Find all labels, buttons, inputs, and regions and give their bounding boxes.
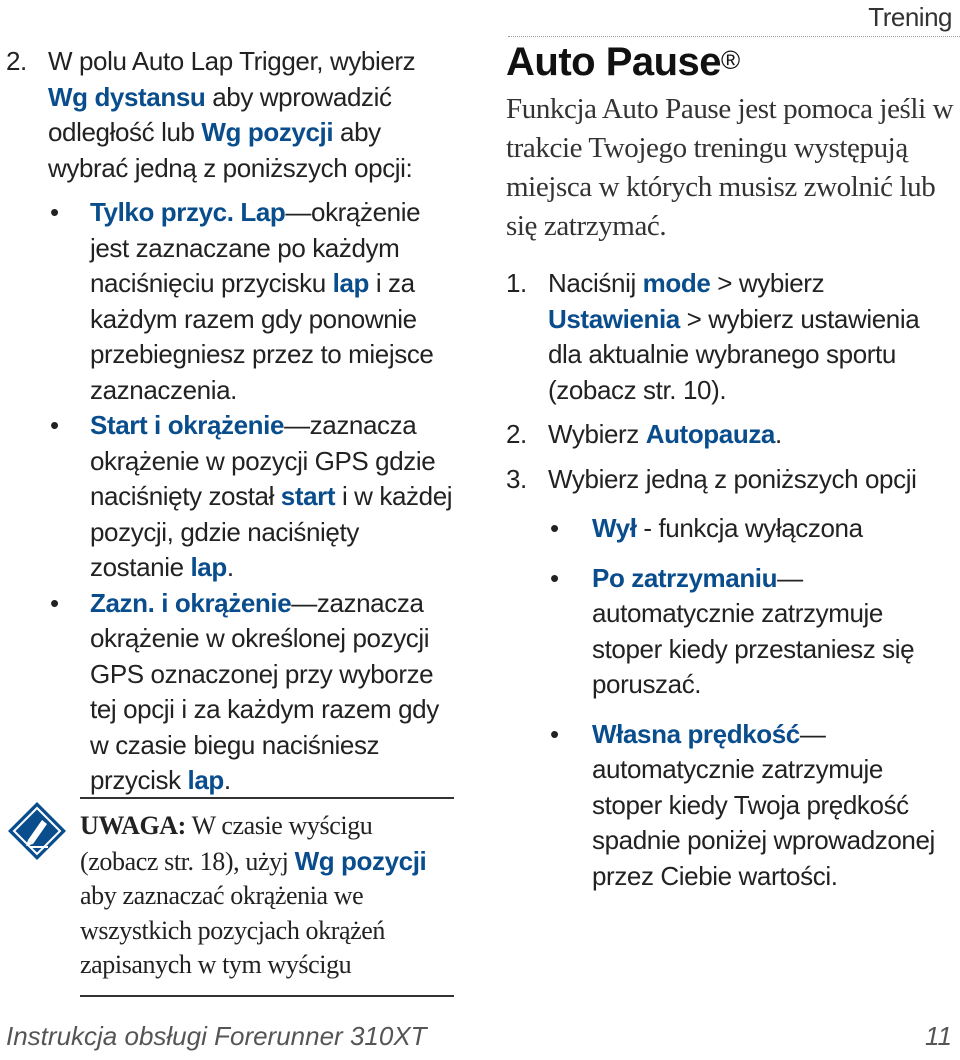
- option-text: —okrążenie jest zaznaczane po każdym naciśnięciu przycisku: [90, 197, 421, 298]
- lap-options-list: [6, 195, 456, 799]
- step-2: [506, 417, 954, 453]
- bullet-icon: •: [550, 513, 559, 543]
- bullet-icon: •: [50, 197, 59, 227]
- step-text: Wybierz jedną z poniższych opcji: [548, 463, 917, 494]
- option-text: —zaznacza okrążenie w pozycji GPS gdzie naciśnięty został: [90, 410, 436, 511]
- step-text: Naciśnij: [548, 268, 643, 298]
- option-text: .: [226, 552, 234, 582]
- bullet-icon: •: [550, 562, 559, 593]
- list-item: [6, 195, 456, 408]
- section-tag: Trening: [868, 2, 952, 32]
- menu-name: Ustawienia: [548, 303, 680, 334]
- bullet-icon: •: [50, 587, 59, 618]
- option-name: Zazn. i okrążenie: [90, 587, 292, 618]
- key-name: mode: [642, 268, 711, 298]
- option-name: Wg pozycji: [201, 117, 334, 147]
- option-name: Wg dystansu: [48, 81, 206, 112]
- option-name: Własna prędkość: [592, 718, 800, 749]
- section-title: [506, 38, 954, 86]
- option-name: Wg pozycji: [294, 845, 427, 876]
- option-name: Tylko przyc. Lap: [90, 197, 286, 227]
- option-name: Wył: [592, 513, 637, 543]
- step-text: .: [775, 419, 782, 449]
- note-box: [80, 797, 454, 997]
- bullet-icon: •: [550, 718, 559, 749]
- option-text: —zaznacza okrążenie w określonej pozycji GPS oznaczonej przy wyborze tej opcji i za każdym razem gdy w czasie biegu naciśniesz przycisk: [90, 587, 439, 795]
- option-text: i za każdym razem gdy ponownie przebiegniesz przez to miejsce zaznaczenia.: [90, 268, 434, 405]
- left-column: [6, 44, 456, 799]
- step-2: [6, 44, 456, 186]
- note-label: UWAGA:: [80, 811, 186, 840]
- note-text: aby zaznaczać okrążenia we wszystkich pozycjach okrążeń zapisanych w tym wyścigu: [80, 881, 386, 979]
- list-item: [6, 586, 456, 799]
- step-3: [506, 462, 954, 498]
- step-text: aby wprowadzić odległość lub: [48, 81, 392, 147]
- menu-name: Autopauza: [645, 419, 775, 449]
- list-item: [506, 561, 954, 703]
- option-text: — automatycznie zatrzymuje stoper kiedy przestaniesz się poruszać.: [592, 562, 915, 699]
- key-name: start: [280, 481, 336, 511]
- step-text: > wybierz: [710, 268, 825, 298]
- option-text: - funkcja wyłączona: [636, 513, 863, 543]
- key-name: lap: [187, 765, 224, 795]
- step-1: [506, 266, 954, 408]
- step-number: 3.: [506, 463, 527, 494]
- option-text: .: [223, 765, 231, 795]
- step-text: > wybierz ustawienia dla aktualnie wybranego sportu (zobacz str. 10).: [548, 303, 920, 405]
- bullet-icon: •: [50, 410, 59, 440]
- step-text: aby wybrać jedną z poniższych opcji:: [48, 117, 413, 183]
- option-name: Start i okrążenie: [90, 410, 285, 440]
- intro-paragraph: Funkcja Auto Pause jest pomoca jeśli w trakcie Twojego treningu występują miejsca w których musisz zwolnić lub się zatrzymać.: [506, 93, 954, 242]
- step-number: 1.: [506, 268, 527, 298]
- key-name: lap: [332, 268, 370, 298]
- option-text: — automatycznie zatrzymuje stoper kiedy Twoja prędkość spadnie poniżej wprowadzonej przez Ciebie wartości.: [592, 718, 935, 891]
- step-number: 2.: [6, 46, 27, 76]
- list-item: [506, 717, 954, 895]
- step-text: W polu Auto Lap Trigger, wybierz: [48, 46, 416, 76]
- header-rule: [508, 36, 960, 37]
- step-text: Wybierz: [548, 419, 646, 449]
- footer-manual-title: Instrukcja obsługi Forerunner 310XT: [6, 1021, 427, 1051]
- option-name: Po zatrzymaniu: [592, 562, 778, 593]
- option-text: i w każdej pozycji, gdzie naciśnięty zostanie: [90, 481, 453, 582]
- right-column: [506, 40, 954, 908]
- registered-mark: ®: [721, 45, 740, 75]
- note-text: W czasie wyścigu (zobacz str. 18), użyj: [80, 811, 373, 876]
- pencil-note-icon: [6, 800, 68, 862]
- pause-options-list: [506, 511, 954, 894]
- list-item: [506, 511, 954, 547]
- section-title-text: Auto Pause: [506, 40, 722, 84]
- step-number: 2.: [506, 419, 527, 449]
- key-name: lap: [190, 552, 227, 582]
- page-number: 11: [925, 1021, 952, 1051]
- list-item: [6, 408, 456, 586]
